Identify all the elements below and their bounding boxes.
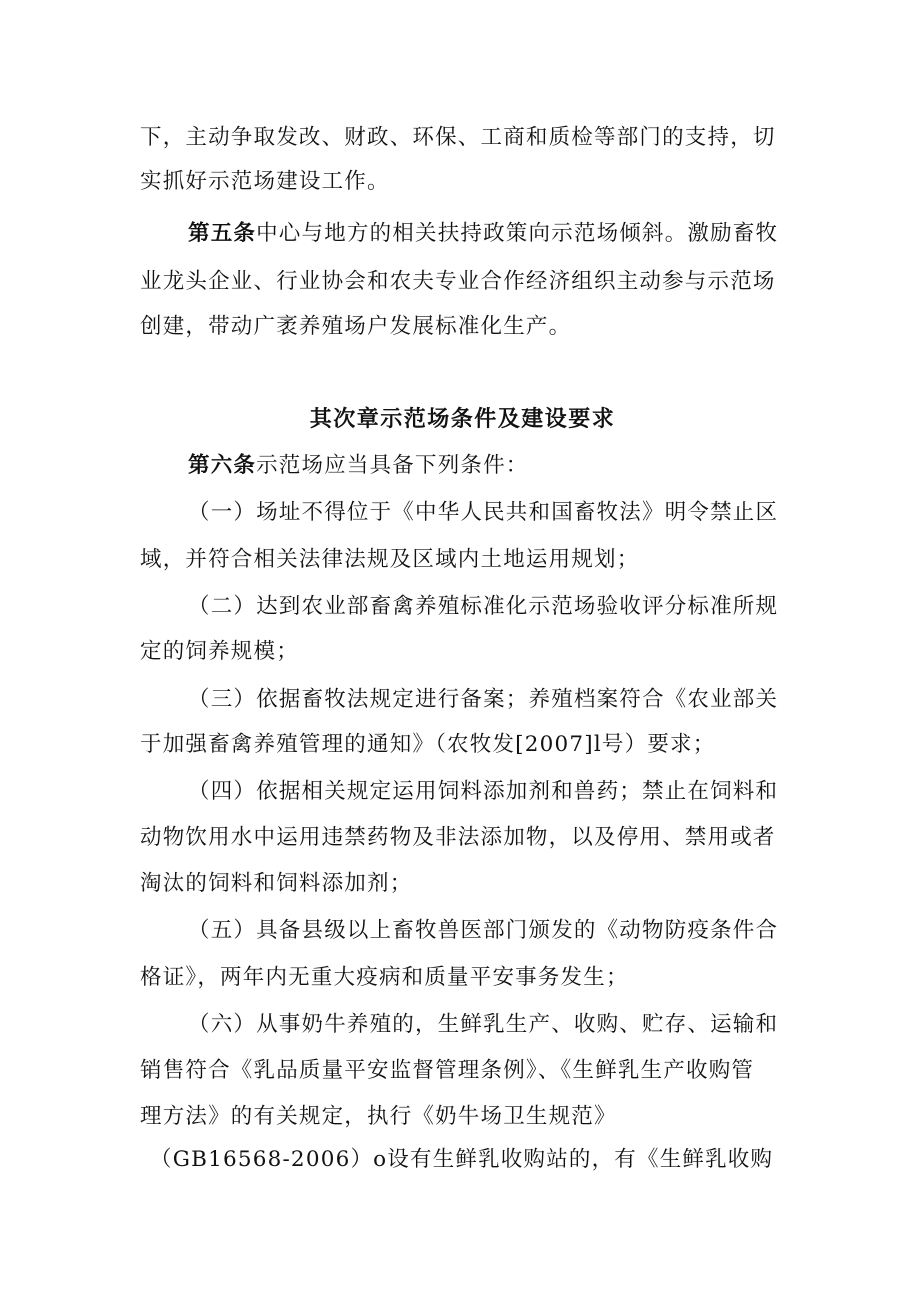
text-line: （五）具备县级以上畜牧兽医部门颁发的《动物防疫条件合 — [188, 918, 779, 943]
text-line: （六）从事奶牛养殖的，生鲜乳生产、收购、贮存、运输和 — [188, 1012, 779, 1037]
text-line: 下，主动争取发改、财政、环保、工商和质检等部门的支持，切 — [140, 125, 776, 150]
text-line: 实抓好示范场建设工作。 — [140, 169, 390, 194]
text-line: 创建，带动广袤养殖场户发展标准化生产。 — [140, 314, 572, 339]
text-line: 定的饲养规模； — [140, 639, 299, 664]
text-line: 格证》，两年内无重大疫病和质量平安事务发生； — [140, 965, 629, 990]
text-line: （四）依据相关规定运用饲料添加剂和兽药；禁止在饲料和 — [188, 779, 779, 804]
text-line: 销售符合《乳品质量平安监督管理条例》、《生鲜乳生产收购管 — [140, 1058, 755, 1083]
text-line: 域，并符合相关法律法规及区域内土地运用规划； — [140, 547, 640, 572]
article-6-paragraph — [188, 446, 785, 486]
chapter-title: 其次章示范场条件及建设要求 — [309, 406, 616, 432]
text-line: 业龙头企业、行业协会和农夫专业合作经济组织主动参与示范场 — [140, 269, 776, 294]
article-5-paragraph — [188, 214, 785, 254]
article-5-text: 中心与地方的相关扶持政策向示范场倾斜。激励畜牧 — [256, 221, 779, 246]
text-line: 动物饮用水中运用违禁药物及非法添加物，以及停用、禁用或者 — [140, 825, 776, 850]
article-6-text: 示范场应当具备下列条件： — [256, 453, 529, 478]
article-5-label: 第五条 — [188, 221, 257, 246]
text-line: 理方法》的有关规定，执行《奶牛场卫生规范》 — [140, 1104, 617, 1129]
text-line: 于加强畜禽养殖管理的通知》（农牧发[2007]l号）要求； — [140, 732, 716, 757]
text-line: （一）场址不得位于《中华人民共和国畜牧法》明令禁止区 — [188, 500, 779, 525]
text-line: （三）依据畜牧法规定进行备案；养殖档案符合《农业部关 — [188, 687, 779, 712]
text-line: 淘汰的饲料和饲料添加剂； — [140, 871, 413, 896]
article-6-label: 第六条 — [188, 453, 257, 478]
text-line: （GB16568-2006）o设有生鲜乳收购站的，有《生鲜乳收购 — [150, 1147, 774, 1172]
text-line: （二）达到农业部畜禽养殖标准化示范场验收评分标准所规 — [188, 594, 779, 619]
